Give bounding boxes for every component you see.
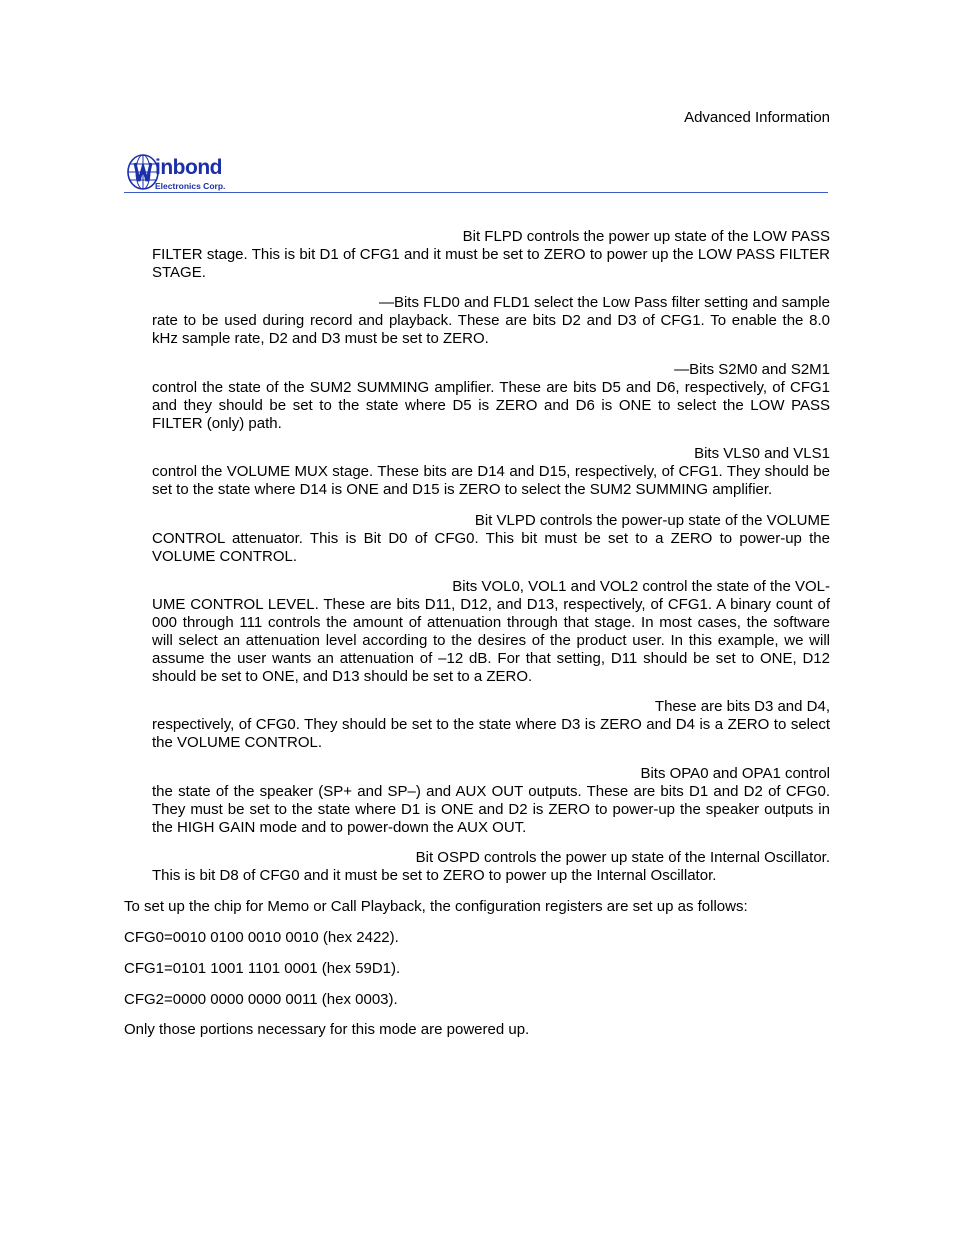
section-cfg0-bits	[152, 698, 830, 752]
logo-subtitle: Electronics Corp.	[155, 181, 226, 191]
section-text: UME CONTROL LEVEL. These are bits D11, D12, and D13, respectively, of CFG1. A binary count of 000 through 111 controls the amount of attenuation through that stage. In most cases, the software will select an attenuation level according to the desires of the product user. In this example, we will assume the user wants an attenuation of –12 dB. For that setting, D11 should be set to ONE, D12 should be set to ONE, and D13 should be set to a ZERO.	[152, 596, 830, 685]
section-s2m	[152, 361, 830, 433]
section-vlpd	[152, 512, 830, 566]
section-text: control the state of the SUM2 SUMMING amplifier. These are bits D5 and D6, respectively, of CFG1 and they should be set to the state where D5 is ZERO and D6 is ONE to select the LOW PASS FILTER (only) path.	[152, 379, 830, 432]
cfg2-value: CFG2=0000 0000 0000 0011 (hex 0003).	[124, 991, 398, 1008]
section-vls	[152, 445, 830, 499]
section-lead: —Bits FLD0 and FLD1 select the Low Pass filter setting and sample	[378, 294, 830, 311]
section-vol	[152, 578, 830, 686]
section-text: rate to be used during record and playback. These are bits D2 and D3 of CFG1. To enable the 8.0 kHz sample rate, D2 and D3 must be set to ZERO.	[152, 312, 830, 347]
section-lead: Bits VOL0, VOL1 and VOL2 control the state of the VOL-	[452, 578, 830, 595]
section-lead: Bits OPA0 and OPA1 control	[640, 765, 830, 782]
cfg1-value: CFG1=0101 1001 1101 0001 (hex 59D1).	[124, 960, 401, 977]
section-ospd	[152, 849, 830, 885]
section-text: FILTER stage. This is bit D1 of CFG1 and it must be set to ZERO to power up the LOW PASS FILTER STAGE.	[152, 246, 830, 281]
section-lead: These are bits D3 and D4,	[654, 698, 830, 715]
section-text: the state of the speaker (SP+ and SP–) and AUX OUT outputs. These are bits D1 and D2 of CFG0. They must be set to the state where D1 is ONE and D2 is ZERO to power-up the speaker outputs in the HIGH GAIN mode and to power-down the AUX OUT.	[152, 783, 830, 836]
cfg0-value: CFG0=0010 0100 0010 0010 (hex 2422).	[124, 929, 399, 946]
section-flpd	[152, 228, 830, 282]
section-lead: Bit VLPD controls the power-up state of the VOLUME	[474, 512, 830, 529]
section-fld	[152, 294, 830, 348]
header-rule	[124, 192, 828, 193]
header-status: Advanced Information	[684, 109, 830, 126]
winbond-logo	[126, 153, 256, 193]
section-text: CONTROL attenuator. This is Bit D0 of CFG0. This bit must be set to a ZERO to power-up the VOLUME CONTROL.	[152, 530, 830, 565]
logo-wordmark: inbond	[155, 156, 222, 179]
setup-intro: To set up the chip for Memo or Call Playback, the configuration registers are set up as follows:	[124, 898, 748, 915]
section-opa	[152, 765, 830, 837]
closing-note: Only those portions necessary for this mode are powered up.	[124, 1021, 530, 1038]
section-text: control the VOLUME MUX stage. These bits are D14 and D15, respectively, of CFG1. They should be set to the state where D14 is ONE and D15 is ZERO to select the SUM2 SUMMING amplifier.	[152, 463, 830, 498]
section-lead: Bit OSPD controls the power up state of the Internal Oscillator.	[415, 849, 830, 866]
section-text: This is bit D8 of CFG0 and it must be set to ZERO to power up the Internal Oscillator.	[152, 867, 717, 884]
section-lead: —Bits S2M0 and S2M1	[674, 361, 830, 378]
section-text: respectively, of CFG0. They should be set to the state where D3 is ZERO and D4 is a ZERO to select the VOLUME CONTROL.	[152, 716, 830, 751]
section-lead: Bit FLPD controls the power up state of the LOW PASS	[462, 228, 830, 245]
section-lead: Bits VLS0 and VLS1	[694, 445, 830, 462]
